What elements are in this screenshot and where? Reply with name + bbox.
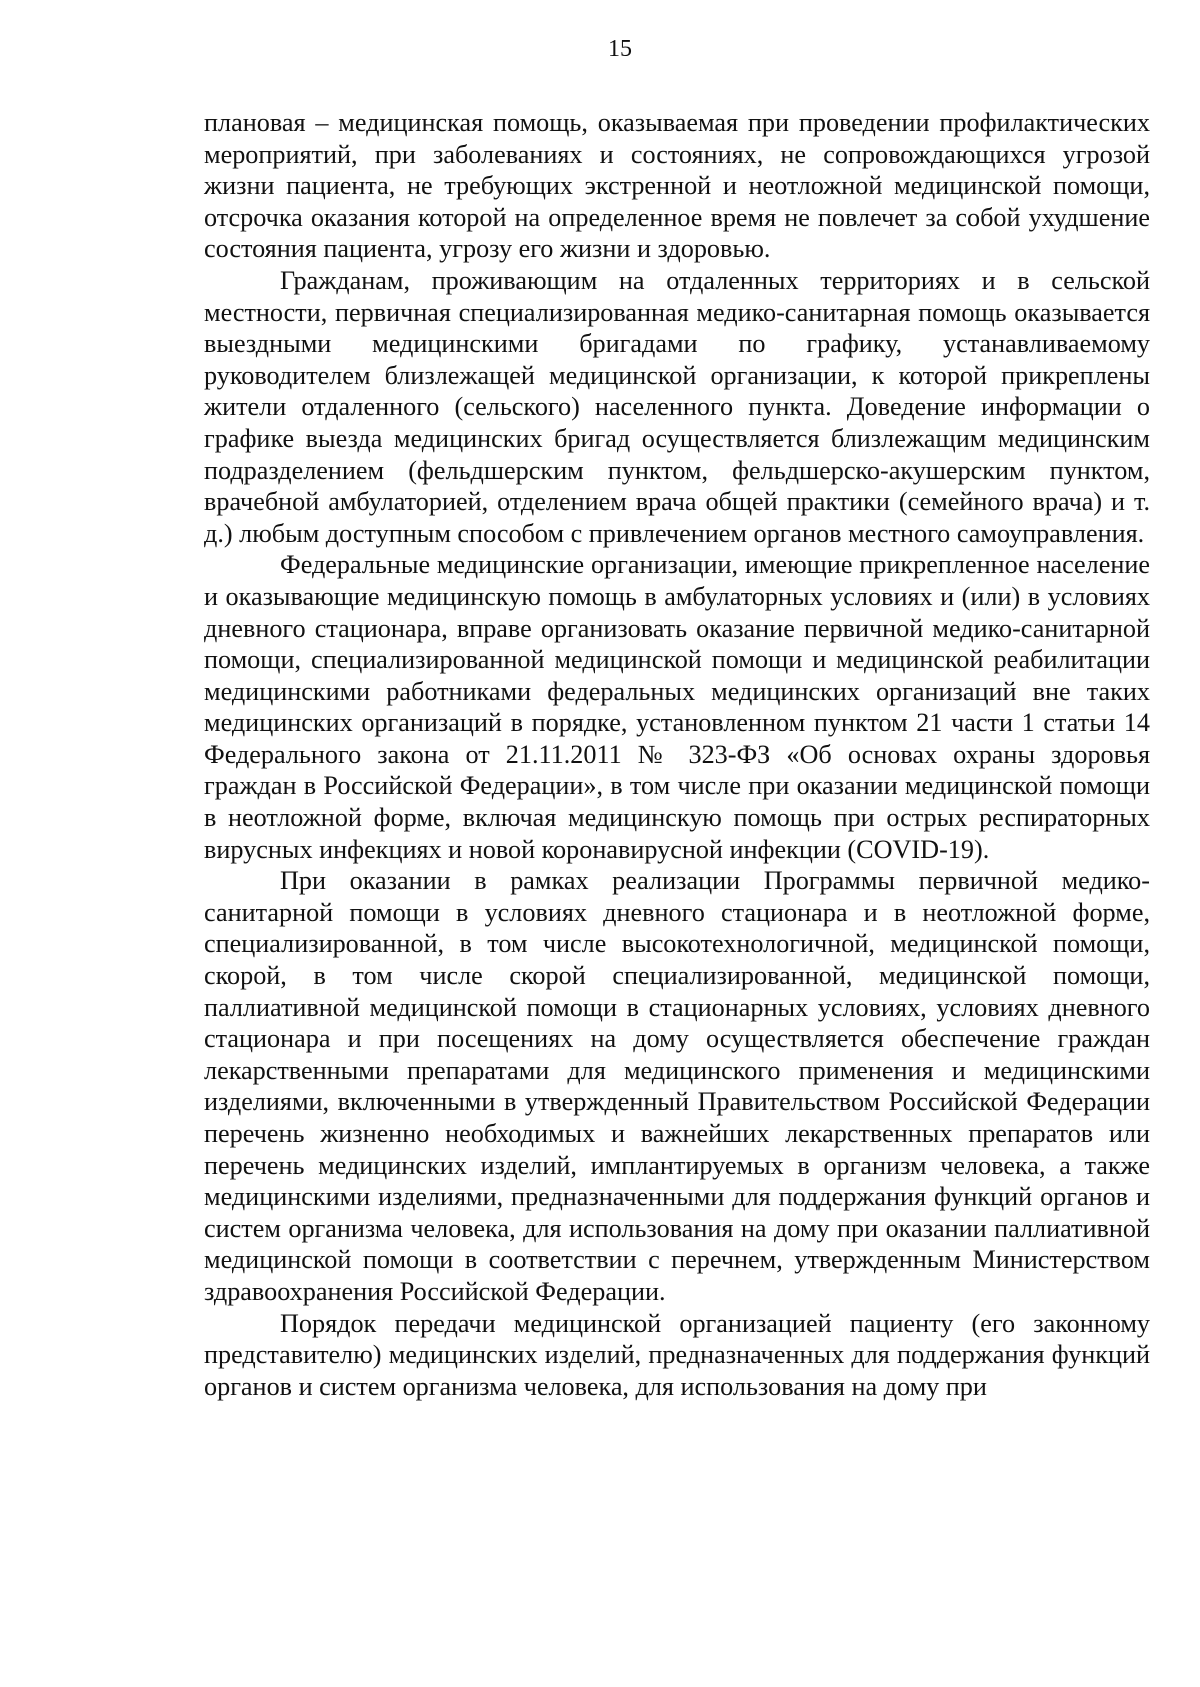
paragraph-device-transfer: Порядок передачи медицинской организацией пациенту (его законному представителю) медицинских изделий, предназначенных для поддержания функций органов и систем организма человека, для использования на дому при [204,1308,1150,1401]
paragraph-planned-care: плановая – медицинская помощь, оказываемая при проведении профилактических мероприятий, при заболеваниях и состояниях, не сопровождающихся угрозой жизни пациента, не требующих экстренной и неотложной медицинской помощи, отсрочка оказания которой на определенное время не повлечет за собой ухудшение состояния пациента, угрозу его жизни и здоровью. [204,108,1150,264]
paragraph-drug-provision: При оказании в рамках реализации Программы первичной медико-санитарной помощи в условиях дневного стационара и в неотложной форме, специализированной, в том числе высокотехнологичной, медицинской помощи, скорой, в том числе скорой специализированной, медицинской помощи, паллиативной медицинской помощи в стационарных условиях, условиях дневного стационара и при посещениях на дому осуществляется обеспечение граждан лекарственными препаратами для медицинского применения и медицинскими изделиями, включенными в утвержденный Правительством Российской Федерации перечень жизненно необходимых и важнейших лекарственных препаратов или перечень медицинских изделий, имплантируемых в организм человека, а также медицинскими изделиями, предназначенными для поддержания функций органов и систем организма человека, для использования на дому при оказании паллиативной медицинской помощи в соответствии с перечнем, утвержденным Министерством здравоохранения Российской Федерации. [204,866,1150,1306]
paragraph-remote-territories: Гражданам, проживающим на отдаленных территориях и в сельской местности, первичная специализированная медико-санитарная помощь оказывается выездными медицинскими бригадами по графику, устанавливаемому руководителем близлежащей медицинской организации, к которой прикреплены жители отдаленного (сельского) населенного пункта. Доведение информации о графике выезда медицинских бригад осуществляется близлежащим медицинским подразделением (фельдшерским пунктом, фельдшерско-акушерским пунктом, врачебной амбулаторией, отделением врача общей практики (семейного врача) и т. д.) любым доступным способом с привлечением органов местного самоуправления. [204,265,1150,548]
paragraph-federal-organizations: Федеральные медицинские организации, имеющие прикрепленное население и оказывающие медицинскую помощь в амбулаторных условиях и (или) в условиях дневного стационара, вправе организовать оказание первичной медико-санитарной помощи, специализированной медицинской помощи и медицинской реабилитации медицинскими работниками федеральных медицинских организаций вне таких медицинских организаций в порядке, установленном пунктом 21 части 1 статьи 14 Федерального закона от 21.11.2011 № 323-ФЗ «Об основах охраны здоровья граждан в Российской Федерации», в том числе при оказании медицинской помощи в неотложной форме, включая медицинскую помощь при острых респираторных вирусных инфекциях и новой коронавирусной инфекции (COVID-19). [204,550,1150,864]
page-number: 15 [608,36,632,62]
document-body [204,107,1150,1402]
